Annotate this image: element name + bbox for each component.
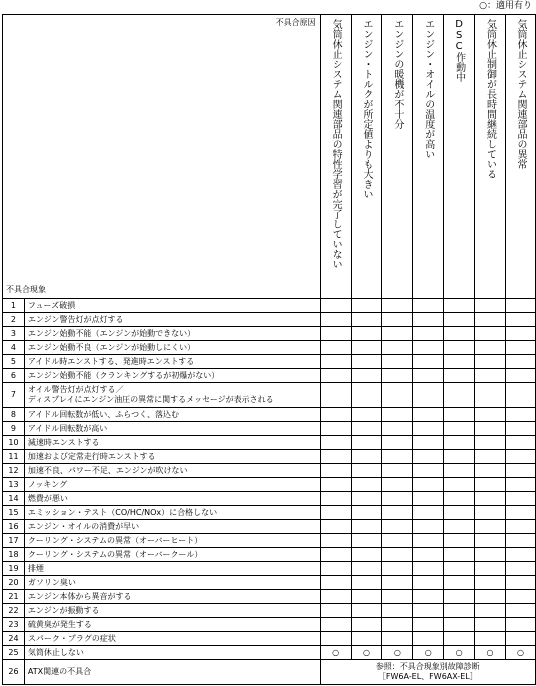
table-row xyxy=(3,436,536,450)
symptom-text-line: ディスプレイにエンジン油圧の異常に関するメッセージが表示される xyxy=(27,395,274,404)
matrix-cell xyxy=(505,604,535,618)
row-number: 21 xyxy=(3,590,25,604)
row-number: 14 xyxy=(3,492,25,506)
applicable-mark: ○ xyxy=(505,646,535,660)
matrix-cell xyxy=(444,632,475,646)
matrix-cell xyxy=(475,327,506,341)
row-number: 3 xyxy=(3,327,25,341)
matrix-cell xyxy=(505,422,535,436)
matrix-cell xyxy=(505,341,535,355)
matrix-cell xyxy=(382,604,413,618)
header-corner-cell xyxy=(3,15,321,299)
matrix-cell xyxy=(382,299,413,313)
table-row xyxy=(3,520,536,534)
matrix-cell xyxy=(505,576,535,590)
matrix-cell xyxy=(320,548,351,562)
matrix-cell xyxy=(413,369,444,383)
applicable-mark: ○ xyxy=(320,646,351,660)
table-row xyxy=(3,383,536,408)
matrix-cell xyxy=(444,506,475,520)
row-number: 11 xyxy=(3,450,25,464)
table-row xyxy=(3,299,536,313)
matrix-cell xyxy=(351,478,382,492)
matrix-cell xyxy=(444,464,475,478)
matrix-cell xyxy=(475,436,506,450)
matrix-cell xyxy=(351,383,382,408)
matrix-cell xyxy=(444,492,475,506)
row-number: 2 xyxy=(3,313,25,327)
matrix-cell xyxy=(475,506,506,520)
cause-column-header: 気筒休止制御が長時間継続している xyxy=(475,15,506,299)
matrix-cell xyxy=(320,506,351,520)
matrix-cell xyxy=(444,313,475,327)
matrix-cell xyxy=(320,341,351,355)
matrix-cell xyxy=(382,548,413,562)
applicable-mark: ○ xyxy=(413,646,444,660)
matrix-cell xyxy=(444,408,475,422)
matrix-cell xyxy=(320,355,351,369)
matrix-cell xyxy=(444,604,475,618)
matrix-cell xyxy=(351,313,382,327)
table-row xyxy=(3,355,536,369)
table-row xyxy=(3,506,536,520)
matrix-cell xyxy=(505,520,535,534)
matrix-cell xyxy=(444,450,475,464)
row-number: 12 xyxy=(3,464,25,478)
matrix-cell xyxy=(475,590,506,604)
matrix-cell xyxy=(475,313,506,327)
matrix-cell xyxy=(444,590,475,604)
symptom-text: クーリング・システムの異常（オーバーヒート） xyxy=(24,534,320,548)
table-row xyxy=(3,576,536,590)
matrix-cell xyxy=(505,618,535,632)
symptom-text: スパーク・プラグの症状 xyxy=(24,632,320,646)
matrix-cell xyxy=(320,327,351,341)
matrix-cell xyxy=(413,604,444,618)
matrix-cell xyxy=(475,632,506,646)
symptom-text: エンジン始動不能（エンジンが始動できない） xyxy=(24,327,320,341)
matrix-cell xyxy=(320,562,351,576)
cause-column-header: エンジン・オイルの温度が高い xyxy=(413,15,444,299)
matrix-cell xyxy=(444,383,475,408)
matrix-cell xyxy=(351,341,382,355)
matrix-cell xyxy=(382,576,413,590)
matrix-cell xyxy=(505,534,535,548)
cause-column-header: 気筒休止システム関連部品の特性学習が完了していない xyxy=(320,15,351,299)
reference-note-line: ［FW6A-EL、FW6AX-EL］ xyxy=(377,672,478,681)
row-number: 8 xyxy=(3,408,25,422)
matrix-cell xyxy=(382,520,413,534)
matrix-cell xyxy=(320,534,351,548)
symptom-text: 加速不良、パワー不足、エンジンが吹けない xyxy=(24,464,320,478)
matrix-cell xyxy=(382,450,413,464)
matrix-cell xyxy=(475,341,506,355)
row-number: 5 xyxy=(3,355,25,369)
matrix-cell xyxy=(382,478,413,492)
matrix-cell xyxy=(475,369,506,383)
matrix-cell xyxy=(413,422,444,436)
matrix-cell xyxy=(382,383,413,408)
matrix-cell xyxy=(413,576,444,590)
matrix-cell xyxy=(351,618,382,632)
row-number: 25 xyxy=(3,646,25,660)
matrix-cell xyxy=(382,327,413,341)
matrix-cell xyxy=(351,436,382,450)
table-row xyxy=(3,534,536,548)
applicable-mark: ○ xyxy=(444,646,475,660)
matrix-cell xyxy=(505,506,535,520)
table-row xyxy=(3,313,536,327)
symptom-text: エンジン始動不能（クランキングするが初爆がない） xyxy=(24,369,320,383)
matrix-cell xyxy=(320,464,351,478)
matrix-cell xyxy=(351,355,382,369)
matrix-cell xyxy=(444,534,475,548)
symptom-text: アイドル時エンストする、発進時エンストする xyxy=(24,355,320,369)
header-row xyxy=(3,15,536,299)
matrix-cell xyxy=(351,327,382,341)
matrix-cell xyxy=(444,520,475,534)
reference-note xyxy=(320,660,535,685)
matrix-cell xyxy=(413,506,444,520)
table-row xyxy=(3,464,536,478)
symptom-text: ノッキング xyxy=(24,478,320,492)
matrix-cell xyxy=(351,422,382,436)
matrix-cell xyxy=(444,548,475,562)
matrix-cell xyxy=(475,534,506,548)
matrix-cell xyxy=(413,450,444,464)
matrix-cell xyxy=(413,632,444,646)
matrix-cell xyxy=(413,355,444,369)
matrix-cell xyxy=(475,464,506,478)
matrix-cell xyxy=(413,590,444,604)
matrix-cell xyxy=(505,478,535,492)
matrix-cell xyxy=(475,299,506,313)
matrix-cell xyxy=(320,369,351,383)
matrix-cell xyxy=(444,618,475,632)
matrix-cell xyxy=(505,450,535,464)
matrix-cell xyxy=(444,341,475,355)
symptom-text: 燃費が悪い xyxy=(24,492,320,506)
matrix-cell xyxy=(320,422,351,436)
row-number: 10 xyxy=(3,436,25,450)
matrix-cell xyxy=(475,450,506,464)
table-row xyxy=(3,492,536,506)
table-row xyxy=(3,548,536,562)
matrix-cell xyxy=(475,520,506,534)
cause-column-header: エンジンの暖機が不十分 xyxy=(382,15,413,299)
matrix-cell xyxy=(444,478,475,492)
row-number: 23 xyxy=(3,618,25,632)
row-number: 16 xyxy=(3,520,25,534)
matrix-cell xyxy=(320,604,351,618)
legend-applicable: ○：適用有り xyxy=(479,1,532,11)
matrix-cell xyxy=(505,327,535,341)
table-row xyxy=(3,660,536,685)
row-number: 17 xyxy=(3,534,25,548)
matrix-cell xyxy=(444,436,475,450)
matrix-cell xyxy=(413,520,444,534)
matrix-cell xyxy=(320,576,351,590)
matrix-cell xyxy=(351,590,382,604)
symptom-text: ガソリン臭い xyxy=(24,576,320,590)
matrix-cell xyxy=(444,422,475,436)
symptom-text: ATX関連の不具合 xyxy=(24,660,320,685)
table-row xyxy=(3,562,536,576)
matrix-cell xyxy=(505,492,535,506)
row-number: 24 xyxy=(3,632,25,646)
matrix-cell xyxy=(413,618,444,632)
matrix-cell xyxy=(320,618,351,632)
matrix-cell xyxy=(444,299,475,313)
matrix-cell xyxy=(320,313,351,327)
row-number: 9 xyxy=(3,422,25,436)
matrix-cell xyxy=(475,478,506,492)
symptom-text: アイドル回転数が低い、ふらつく、落込む xyxy=(24,408,320,422)
matrix-cell xyxy=(475,408,506,422)
symptom-text: エンジンが振動する xyxy=(24,604,320,618)
matrix-cell xyxy=(382,313,413,327)
matrix-cell xyxy=(475,492,506,506)
diagnosis-matrix xyxy=(2,14,536,685)
matrix-cell xyxy=(320,492,351,506)
phenomenon-label: 不具合現象 xyxy=(6,285,46,294)
table-row xyxy=(3,422,536,436)
matrix-cell xyxy=(444,562,475,576)
row-number: 6 xyxy=(3,369,25,383)
matrix-cell xyxy=(505,313,535,327)
matrix-cell xyxy=(475,618,506,632)
matrix-cell xyxy=(382,422,413,436)
symptom-text: エミッション・テスト（CO/HC/NOx）に合格しない xyxy=(24,506,320,520)
row-number: 13 xyxy=(3,478,25,492)
matrix-cell xyxy=(475,576,506,590)
matrix-cell xyxy=(382,632,413,646)
matrix-cell xyxy=(413,478,444,492)
symptom-text: 加速および定常走行時エンストする xyxy=(24,450,320,464)
matrix-cell xyxy=(320,408,351,422)
symptom-text: エンジン本体から異音がする xyxy=(24,590,320,604)
matrix-cell xyxy=(475,604,506,618)
matrix-cell xyxy=(351,520,382,534)
matrix-cell xyxy=(413,534,444,548)
matrix-cell xyxy=(351,632,382,646)
matrix-cell xyxy=(505,590,535,604)
matrix-cell xyxy=(413,341,444,355)
row-number: 18 xyxy=(3,548,25,562)
matrix-cell xyxy=(413,313,444,327)
row-number: 1 xyxy=(3,299,25,313)
table-row xyxy=(3,618,536,632)
matrix-cell xyxy=(382,534,413,548)
matrix-cell xyxy=(320,299,351,313)
matrix-cell xyxy=(444,576,475,590)
matrix-cell xyxy=(505,436,535,450)
matrix-cell xyxy=(382,562,413,576)
symptom-text: 気筒休止しない xyxy=(24,646,320,660)
matrix-cell xyxy=(351,506,382,520)
cause-column-header: DSC作動中 xyxy=(444,15,475,299)
matrix-cell xyxy=(382,506,413,520)
matrix-cell xyxy=(320,632,351,646)
symptom-text: エンジン始動不良（エンジンが始動しにくい） xyxy=(24,341,320,355)
symptom-text: フューズ破損 xyxy=(24,299,320,313)
matrix-cell xyxy=(475,383,506,408)
symptom-text: 排煙 xyxy=(24,562,320,576)
matrix-cell xyxy=(413,464,444,478)
matrix-cell xyxy=(413,408,444,422)
applicable-mark: ○ xyxy=(475,646,506,660)
matrix-cell xyxy=(505,383,535,408)
matrix-cell xyxy=(382,464,413,478)
matrix-cell xyxy=(413,492,444,506)
symptom-text: エンジン・オイルの消費が早い xyxy=(24,520,320,534)
matrix-cell xyxy=(413,548,444,562)
table-row xyxy=(3,369,536,383)
table-row xyxy=(3,590,536,604)
matrix-cell xyxy=(382,590,413,604)
matrix-cell xyxy=(505,464,535,478)
matrix-cell xyxy=(351,604,382,618)
matrix-cell xyxy=(351,492,382,506)
matrix-cell xyxy=(444,355,475,369)
cause-column-header: エンジン・トルクが所定値よりも大きい xyxy=(351,15,382,299)
matrix-cell xyxy=(320,383,351,408)
matrix-cell xyxy=(413,299,444,313)
matrix-cell xyxy=(413,383,444,408)
matrix-cell xyxy=(382,408,413,422)
matrix-cell xyxy=(351,548,382,562)
matrix-cell xyxy=(351,534,382,548)
table-row xyxy=(3,632,536,646)
row-number: 4 xyxy=(3,341,25,355)
matrix-cell xyxy=(382,436,413,450)
applicable-mark: ○ xyxy=(382,646,413,660)
table-row xyxy=(3,450,536,464)
matrix-cell xyxy=(382,618,413,632)
cause-column-header: 気筒休止システム関連部品の異常 xyxy=(505,15,535,299)
matrix-cell xyxy=(475,422,506,436)
row-number: 26 xyxy=(3,660,25,685)
row-number: 7 xyxy=(3,383,25,408)
matrix-cell xyxy=(320,478,351,492)
table-row xyxy=(3,604,536,618)
matrix-cell xyxy=(505,408,535,422)
matrix-cell xyxy=(320,590,351,604)
reference-note-line: 参照：不具合現象別故障診断 xyxy=(375,662,480,671)
matrix-cell xyxy=(351,408,382,422)
matrix-cell xyxy=(475,355,506,369)
table-row xyxy=(3,327,536,341)
symptom-text: 減速時エンストする xyxy=(24,436,320,450)
matrix-cell xyxy=(505,548,535,562)
symptom-text: クーリング・システムの異常（オーバークール） xyxy=(24,548,320,562)
matrix-cell xyxy=(382,355,413,369)
matrix-cell xyxy=(351,299,382,313)
matrix-cell xyxy=(475,548,506,562)
matrix-cell xyxy=(505,299,535,313)
matrix-cell xyxy=(320,520,351,534)
symptom-text: 硫黄臭が発生する xyxy=(24,618,320,632)
matrix-cell xyxy=(505,632,535,646)
matrix-cell xyxy=(505,355,535,369)
symptom-text-line: オイル警告灯が点灯する／ xyxy=(27,385,124,394)
matrix-cell xyxy=(351,576,382,590)
symptom-text: エンジン警告灯が点灯する xyxy=(24,313,320,327)
row-number: 15 xyxy=(3,506,25,520)
cause-label: 不具合原因 xyxy=(275,18,316,27)
applicable-mark: ○ xyxy=(351,646,382,660)
matrix-cell xyxy=(382,369,413,383)
matrix-cell xyxy=(413,562,444,576)
matrix-cell xyxy=(351,562,382,576)
matrix-cell xyxy=(382,492,413,506)
matrix-cell xyxy=(382,341,413,355)
matrix-cell xyxy=(351,369,382,383)
matrix-cell xyxy=(475,562,506,576)
matrix-cell xyxy=(413,436,444,450)
table-row xyxy=(3,408,536,422)
row-number: 22 xyxy=(3,604,25,618)
matrix-cell xyxy=(444,369,475,383)
matrix-cell xyxy=(413,327,444,341)
matrix-cell xyxy=(505,562,535,576)
symptom-text xyxy=(24,383,320,408)
table-row xyxy=(3,478,536,492)
row-number: 19 xyxy=(3,562,25,576)
matrix-cell xyxy=(505,369,535,383)
table-row xyxy=(3,646,536,660)
matrix-cell xyxy=(351,464,382,478)
matrix-cell xyxy=(320,450,351,464)
matrix-cell xyxy=(320,436,351,450)
row-number: 20 xyxy=(3,576,25,590)
symptom-text: アイドル回転数が高い xyxy=(24,422,320,436)
matrix-cell xyxy=(351,450,382,464)
matrix-cell xyxy=(444,327,475,341)
table-row xyxy=(3,341,536,355)
